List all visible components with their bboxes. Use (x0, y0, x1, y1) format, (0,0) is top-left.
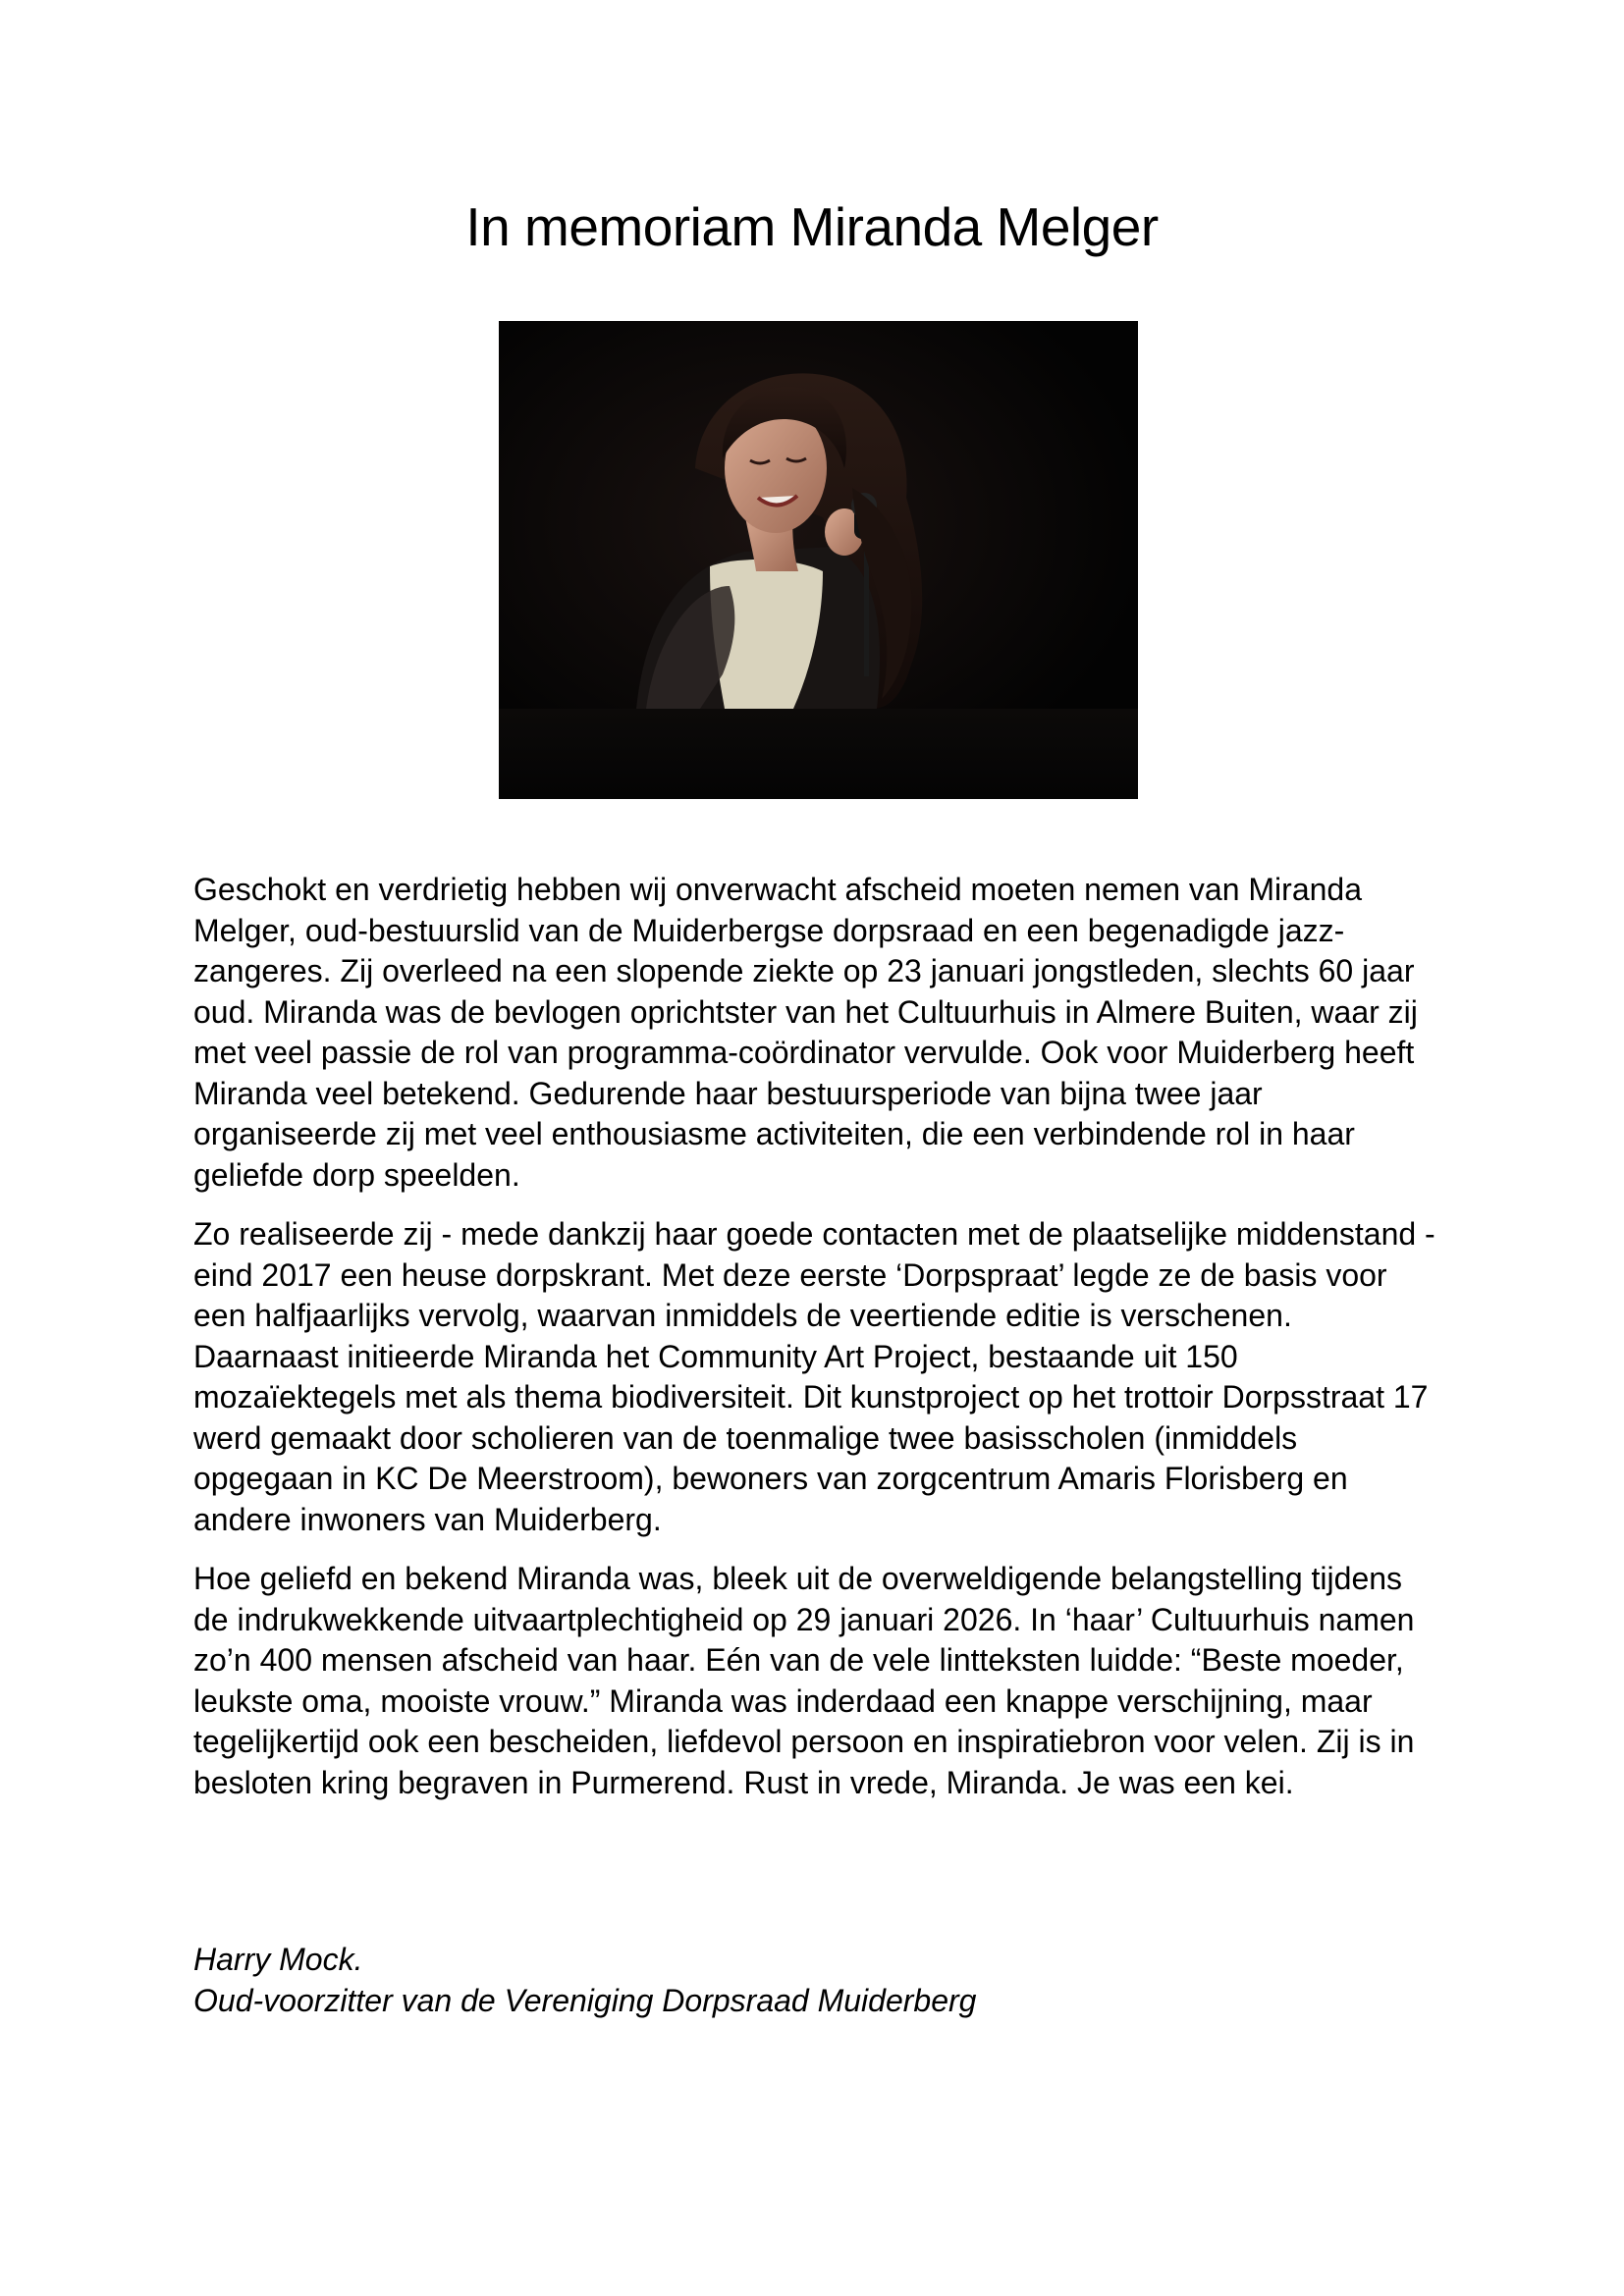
paragraph-3: Hoe geliefd en bekend Miranda was, bleek uit de overweldigende belangstelling tijdens de indrukwekkende uitvaartplechtigheid op 29 januari 2026. In ‘haar’ Cultuurhuis namen zo’n 400 mensen afscheid van haar. Eén van de vele lintteksten luidde: “Beste moeder, leukste oma, mooiste vrouw.” Miranda was inderdaad een knappe verschijning, maar tegelijkertijd ook een bescheiden, liefdevol persoon en inspiratiebron voor velen. Zij is in besloten kring begraven in Purmerend. Rust in vrede, Miranda. Je was een kei. (193, 1561, 1415, 1800)
signature-block (193, 1940, 1440, 2021)
article-body (193, 870, 1440, 1822)
page-title: In memoriam Miranda Melger (465, 196, 1159, 257)
portrait-photo (499, 321, 1138, 799)
portrait-photo-icon (499, 321, 1138, 799)
signature-role: Oud-voorzitter van de Vereniging Dorpsraad Muiderberg (193, 1982, 977, 2018)
paragraph-1: Geschokt en verdrietig hebben wij onverwacht afscheid moeten nemen van Miranda Melger, oud-bestuurslid van de Muiderbergse dorpsraad en een begenadigde jazz-zangeres. Zij overleed na een slopende ziekte op 23 januari jongstleden, slechts 60 jaar oud. Miranda was de bevlogen oprichtster van het Cultuurhuis in Almere Buiten, waar zij met veel passie de rol van programma-coördinator vervulde. Ook voor Muiderberg heeft Miranda veel betekend. Gedurende haar bestuursperiode van bijna twee jaar organiseerde zij met veel enthousiasme activiteiten, die een verbindende rol in haar geliefde dorp speelden. (193, 872, 1418, 1193)
signature-name: Harry Mock. (193, 1942, 363, 1977)
paragraph-2: Zo realiseerde zij - mede dankzij haar goede contacten met de plaatselijke middenstand - eind 2017 een heuse dorpskrant. Met deze eerste ‘Dorpspraat’ legde ze de basis voor een halfjaarlijks vervolg, waarvan inmiddels de veertiende editie is verschenen. Daarnaast initieerde Miranda het Community Art Project, bestaande uit 150 mozaïektegels met als thema biodiversiteit. Dit kunstproject op het trottoir Dorpsstraat 17 werd gemaakt door scholieren van de toenmalige twee basisscholen (inmiddels opgegaan in KC De Meerstroom), bewoners van zorgcentrum Amaris Florisberg en andere inwoners van Muiderberg. (193, 1216, 1435, 1537)
